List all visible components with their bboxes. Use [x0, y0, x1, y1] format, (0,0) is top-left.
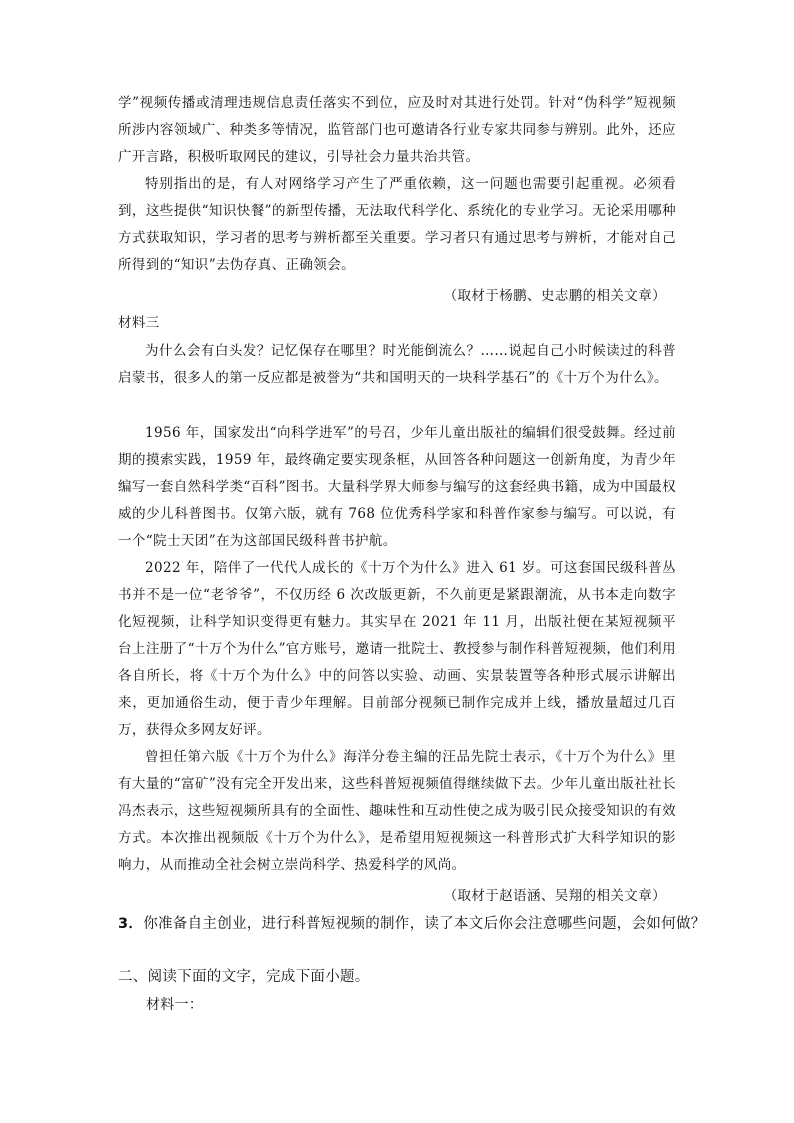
question-number: 3．	[118, 916, 144, 932]
question-3	[118, 911, 706, 938]
material3-source: （取材于赵语涵、吴翔的相关文章）	[443, 888, 666, 904]
material3-paragraph-1: 为什么会有白头发？记忆保存在哪里？时光能倒流么？……说起自己小时候读过的科普启蒙书，很多人的第一反应都是被誉为“共和国明天的一块科学基石”的《十万个为什么》。	[118, 343, 676, 386]
material3-paragraph-2: 1956 年，国家发出“向科学进军”的号召，少年儿童出版社的编辑们很受鼓舞。经过前期的摸索实践，1959 年，最终确定要实现条框，从回答各种问题这一创新角度，为青少年编写一套自然科学类“百科”图书。大量科学界大师参与编写的这套经典书籍，成为中国最权威的少儿科普图书。仅第六版，就有 768 位优秀科学家和科普作家参与编写。可以说，有一个“院士天团”在为这部国民级科普书护航。	[118, 425, 676, 549]
material3-paragraph-4: 曾担任第六版《十万个为什么》海洋分卷主编的汪品先院士表示，《十万个为什么》里有大量的“富矿”没有完全开发出来，这些科普短视频值得继续做下去。少年儿童出版社社长冯杰表示，这些短视频所具有的全面性、趣味性和互动性使之成为吸引民众接受知识的有效方式。本次推出视频版《十万个为什么》，是希望用短视频这一科普形式扩大科学知识的影响力，从而推动全社会树立崇尚科学、热爱科学的风尚。	[118, 749, 676, 873]
material2-source: （取材于杨鹏、史志鹏的相关文章）	[443, 288, 666, 304]
material2-paragraph-2: 特别指出的是，有人对网络学习产生了严重依赖，这一问题也需要引起重视。必须看到，这些提供“知识快餐”的新型传播，无法取代科学化、系统化的专业学习。无论采用哪种方式获取知识，学习者的思考与辨析都至关重要。学习者只有通过思考与辨析，才能对自己所得到的“知识”去伪存真、正确领会。	[118, 176, 676, 273]
material3-label: 材料三	[118, 315, 160, 331]
section-2-material1-label: 材料一：	[146, 997, 204, 1013]
section-2-heading: 二、阅读下面的文字，完成下面小题。	[118, 969, 370, 985]
material2-paragraph-1: 学”视频传播或清理违规信息责任落实不到位，应及时对其进行处罚。针对“伪科学”短视频所涉内容领域广、种类多等情况，监管部门也可邀请各行业专家共同参与辨别。此外，还应广开言路，积极听取网民的建议，引导社会力量共治共管。	[118, 95, 676, 165]
question-text: 你准备自主创业，进行科普短视频的制作，读了本文后你会注意哪些问题，会如何做？	[143, 916, 706, 932]
material3-paragraph-3: 2022 年，陪伴了一代代人成长的《十万个为什么》进入 61 岁。可这套国民级科普丛书并不是一位“老爷爷”，不仅历经 6 次改版更新，不久前更是紧跟潮流，从书本走向数字化短视频，让科学知识变得更有魅力。其实早在 2021 年 11 月，出版社便在某短视频平台上注册了“十万个为什么”官方账号，邀请一批院士、教授参与制作科普短视频，他们利用各自所长，将《十万个为什么》中的问答以实验、动画、实景装置等各种形式展示讲解出来，更加通俗生动，便于青少年理解。目前部分视频已制作完成并上线，播放量超过几百万，获得众多网友好评。	[118, 560, 676, 738]
